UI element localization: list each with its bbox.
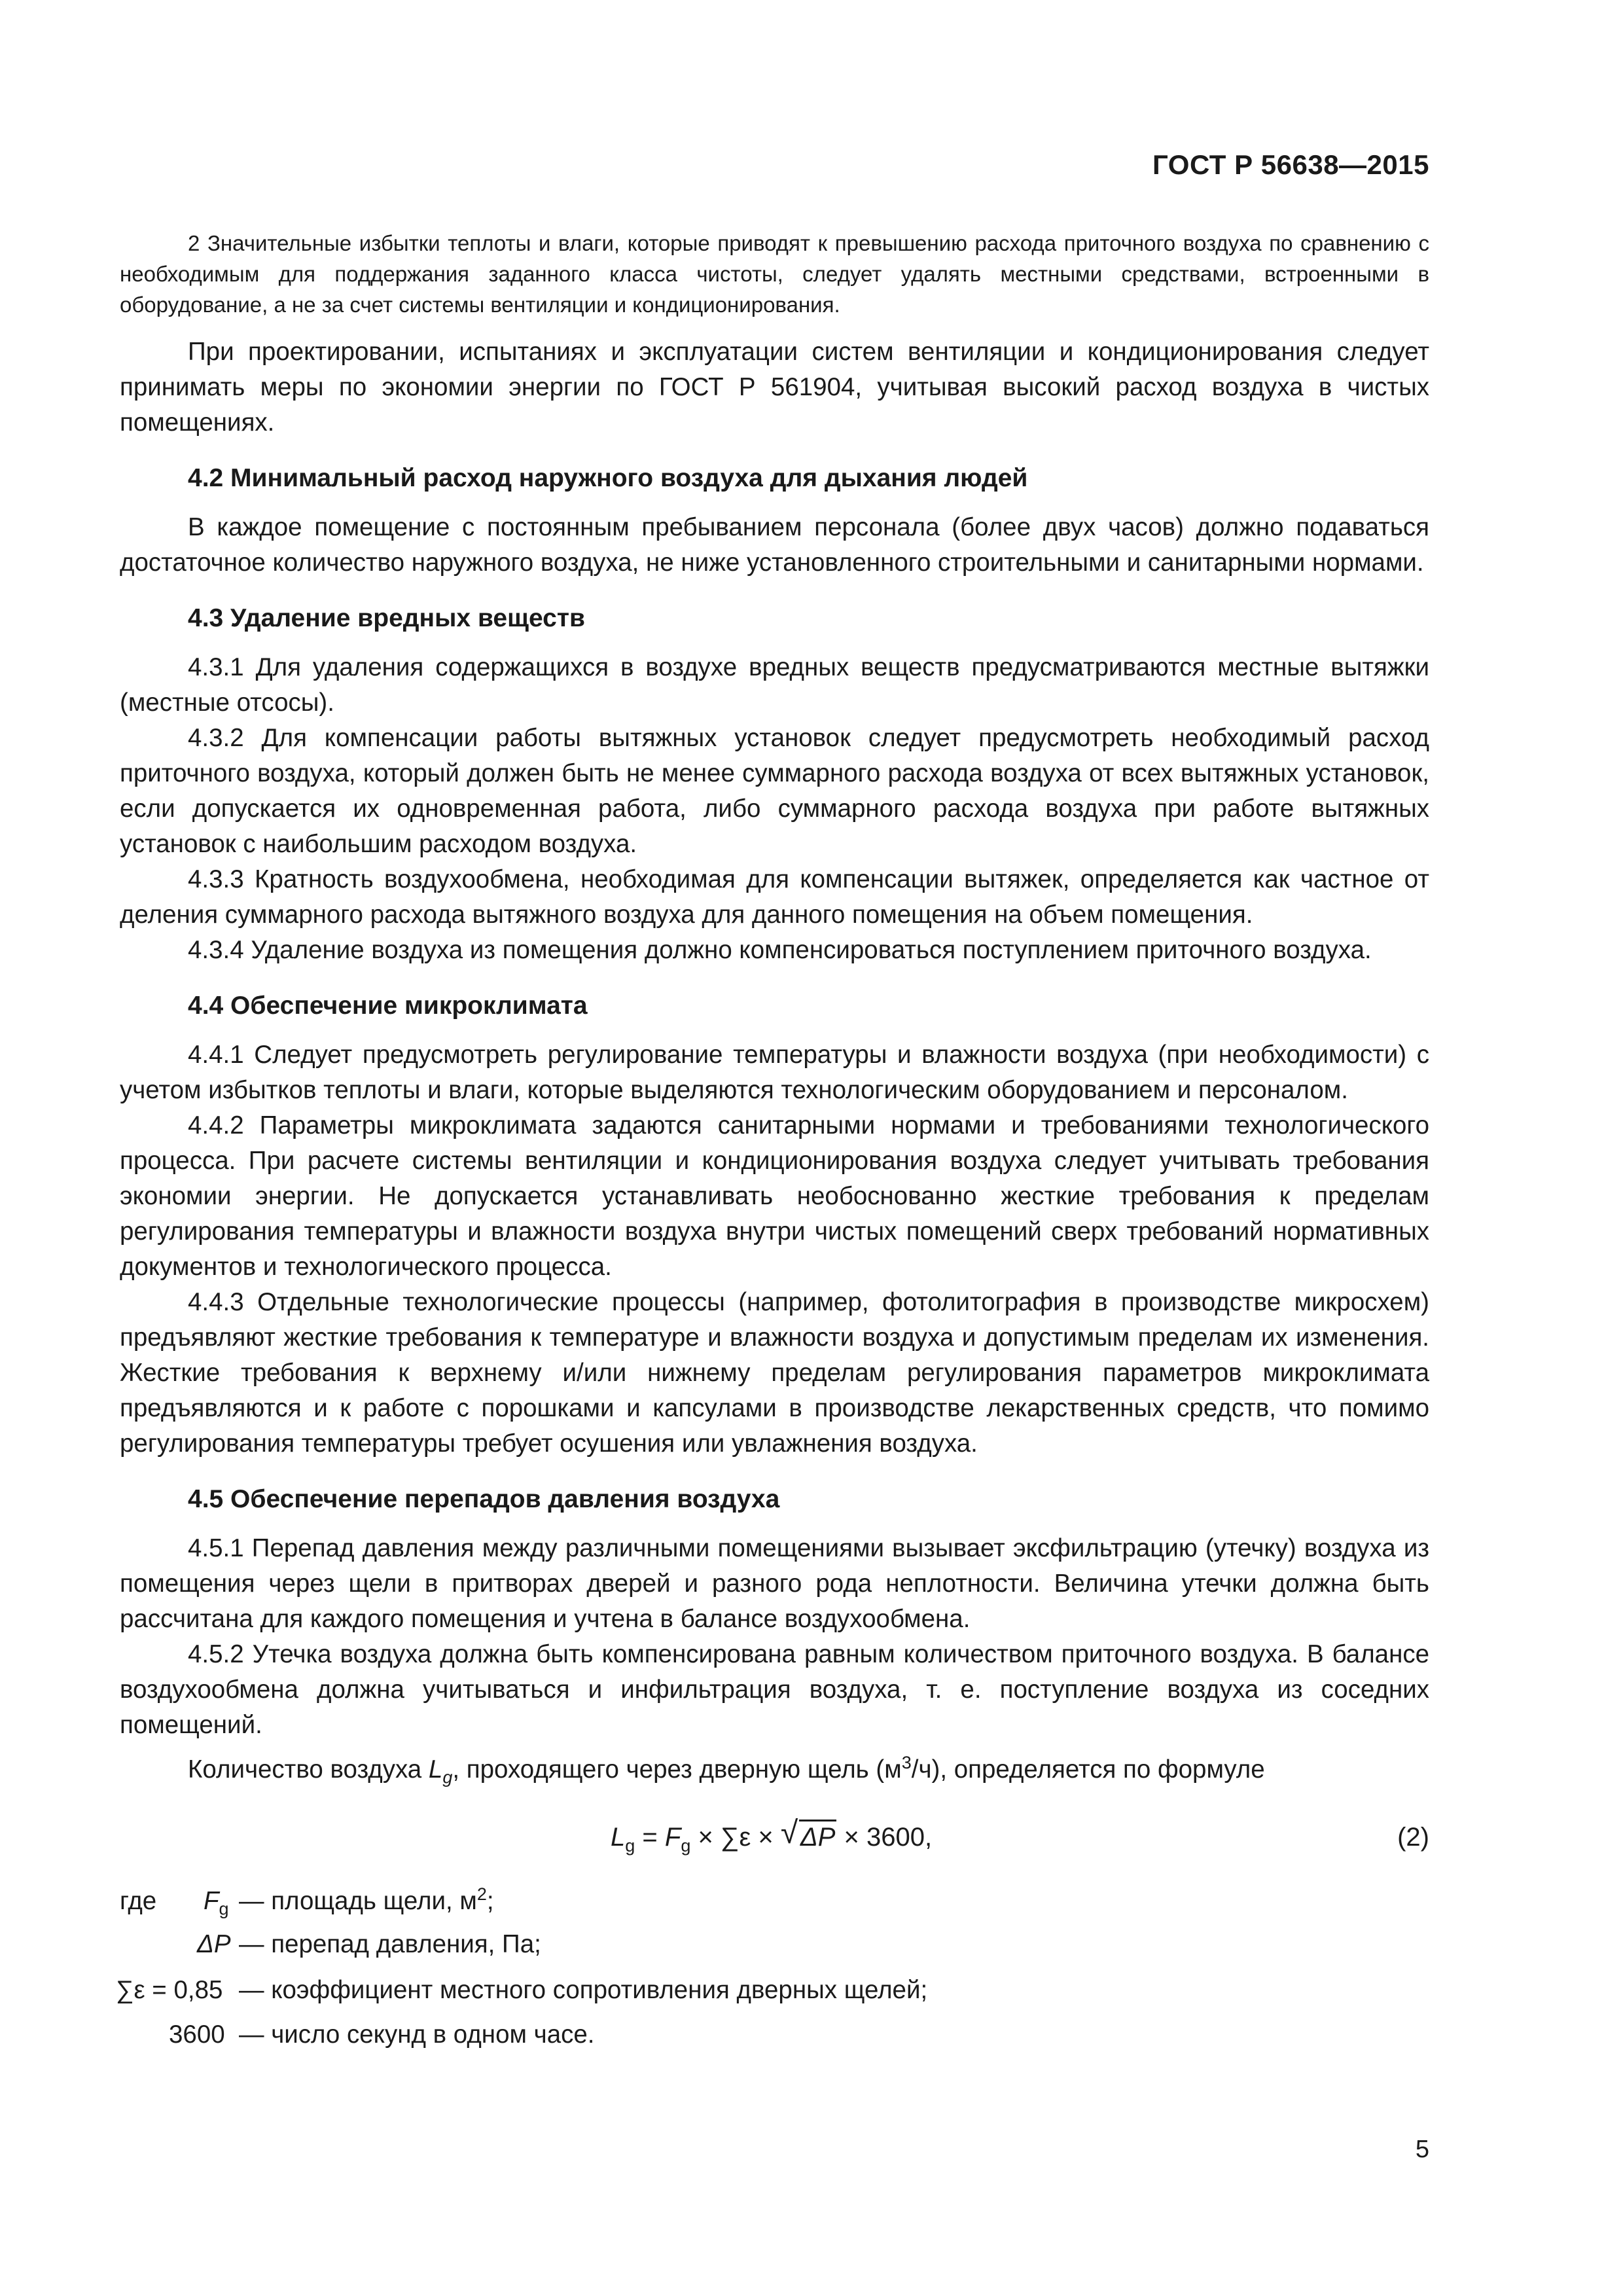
formula-equals: = <box>635 1823 665 1852</box>
legend-symbol-fg <box>204 1882 229 1921</box>
section-heading-4-3: 4.3 Удаление вредных веществ <box>188 604 585 632</box>
section-heading-4-5: 4.5 Обеспечение перепадов давления воздуха <box>188 1485 780 1513</box>
standard-code-header: ГОСТ Р 56638—2015 <box>1152 149 1429 180</box>
square-root <box>781 1811 837 1863</box>
legend-row-fg <box>120 1882 1429 1921</box>
paragraph-4-2: В каждое помещение с постоянным пребыванием персонала (более двух часов) должно подаваться достаточное количество наружного воздуха, не ниже установленного строительными и санитарными нормами. <box>120 513 1429 577</box>
legend-symbol-sum: ∑ε = 0,85 <box>116 1976 223 2004</box>
formula-times-3600: × 3600, <box>836 1823 933 1852</box>
legend-symbol-3600: 3600 <box>169 2020 225 2049</box>
legend-row-3600 <box>120 2015 1429 2054</box>
legend-symbol-fg-sub: g <box>219 1899 229 1919</box>
legend-intro: где <box>120 1887 157 1915</box>
page-content <box>116 228 1429 2098</box>
formula-times-sum: × ∑ε × <box>690 1823 781 1852</box>
formula-intro-paragraph <box>120 1752 1429 1787</box>
page-number: 5 <box>1415 2136 1429 2163</box>
legend-desc-fg-sup: 2 <box>476 1884 487 1905</box>
formula-f: F <box>664 1823 681 1852</box>
formula-intro-unit-sup: 3 <box>901 1753 912 1773</box>
legend-desc-3600: — число секунд в одном часе. <box>239 2020 595 2049</box>
formula-number: (2) <box>1397 1823 1429 1852</box>
formula-lhs: L <box>611 1823 626 1852</box>
paragraph-4-3-4: 4.3.4 Удаление воздуха из помещения должно компенсироваться поступлением приточного воздуха. <box>188 936 1372 964</box>
formula-intro-text-a: Количество воздуха <box>188 1755 429 1784</box>
legend-desc-fg <box>239 1882 494 1921</box>
formula-lhs-sub: g <box>625 1836 635 1856</box>
paragraph-4-3-1: 4.3.1 Для удаления содержащихся в воздухе вредных веществ предусматриваются местные вытяжки (местные отсосы). <box>120 653 1429 717</box>
paragraph-4-5-2: 4.5.2 Утечка воздуха должна быть компенсирована равным количеством приточного воздуха. В балансе воздухообмена должна учитываться и инфильтрация воздуха, т. е. поступление воздуха из соседних помещений. <box>120 1640 1429 1739</box>
legend-symbol-dp: ΔP <box>197 1930 231 1958</box>
formula-expression <box>611 1811 932 1863</box>
paragraph-4-3-2: 4.3.2 Для компенсации работы вытяжных установок следует предусмотреть необходимый расход приточного воздуха, который должен быть не менее суммарного расхода воздуха от всех вытяжных установок, если допускается их одновременная работа, либо суммарного расхода воздуха при работе вытяжных установок с наибольшим расходом воздуха. <box>120 724 1429 858</box>
formula-block <box>120 1811 1429 1863</box>
section-heading-4-4: 4.4 Обеспечение микроклимата <box>188 992 588 1020</box>
paragraph-4-3-3: 4.3.3 Кратность воздухообмена, необходимая для компенсации вытяжек, определяется как частное от деления суммарного расхода вытяжного воздуха для данного помещения на объем помещения. <box>120 865 1429 929</box>
square-root-sign: √ <box>780 1816 798 1850</box>
paragraph-4-5-1: 4.5.1 Перепад давления между различными помещениями вызывает эксфильтрацию (утечку) воздуха из помещения через щели в притворах дверей и разного рода неплотности. Величина утечки должна быть рассчитана для каждого помещения и учтена в балансе воздухообмена. <box>120 1534 1429 1633</box>
note-paragraph: 2 Значительные избытки теплоты и влаги, которые приводят к превышению расхода приточного воздуха по сравнению с необходимым для поддержания заданного класса чистоты, следует удалять местными средствами, встроенными в оборудование, а не за счет системы вентиляции и кондиционирования. <box>120 231 1429 317</box>
paragraph-4-4-3: 4.4.3 Отдельные технологические процессы (например, фотолитография в производстве микросхем) предъявляют жесткие требования к температуре и влажности воздуха и допустимым пределам их изменения. Жесткие требования к верхнему и/или нижнему пределам регулирования параметров микроклимата предъявляются и к работе с порошками и капсулами в производстве лекарственных средств, что помимо регулирования температуры требует осушения или увлажнения воздуха. <box>120 1288 1429 1458</box>
legend-desc-fg-text: — площадь щели, м <box>239 1887 477 1915</box>
formula-intro-var: L <box>428 1755 443 1784</box>
legend-desc-dp: — перепад давления, Па; <box>239 1930 541 1958</box>
paragraph-4-4-2: 4.4.2 Параметры микроклимата задаются санитарными нормами и требованиями технологического процесса. При расчете системы вентиляции и кондиционирования воздуха следует учитывать требования экономии энергии. Не допускается устанавливать необоснованно жесткие требования к пределам регулирования температуры и влажности воздуха внутри чистых помещений сверх требований нормативных документов и технологического процесса. <box>120 1111 1429 1281</box>
formula-intro-text-b: , проходящего через дверную щель (м <box>452 1755 902 1784</box>
section-heading-4-2: 4.2 Минимальный расход наружного воздуха для дыхания людей <box>188 464 1028 492</box>
energy-paragraph: При проектировании, испытаниях и эксплуатации систем вентиляции и кондиционирования следует принимать меры по экономии энергии по ГОСТ Р 561904, учитывая высокий расход воздуха в чистых помещениях. <box>120 338 1429 437</box>
legend-row-sum <box>116 1971 1429 2010</box>
formula-intro-text-c: /ч), определяется по формуле <box>911 1755 1265 1784</box>
square-root-radicand: ΔP <box>799 1820 837 1853</box>
formula-intro-var-sub: g <box>442 1767 453 1787</box>
formula-f-sub: g <box>681 1836 691 1856</box>
legend-desc-fg-end: ; <box>486 1887 494 1915</box>
legend-row-dp <box>120 1925 1429 1964</box>
paragraph-4-4-1: 4.4.1 Следует предусмотреть регулирование температуры и влажности воздуха (при необходимости) с учетом избытков теплоты и влаги, которые выделяются технологическим оборудованием и персоналом. <box>120 1041 1429 1104</box>
formula-legend <box>116 1882 1429 2098</box>
legend-symbol-fg-main: F <box>204 1887 219 1915</box>
legend-desc-sum: — коэффициент местного сопротивления дверных щелей; <box>239 1976 928 2004</box>
